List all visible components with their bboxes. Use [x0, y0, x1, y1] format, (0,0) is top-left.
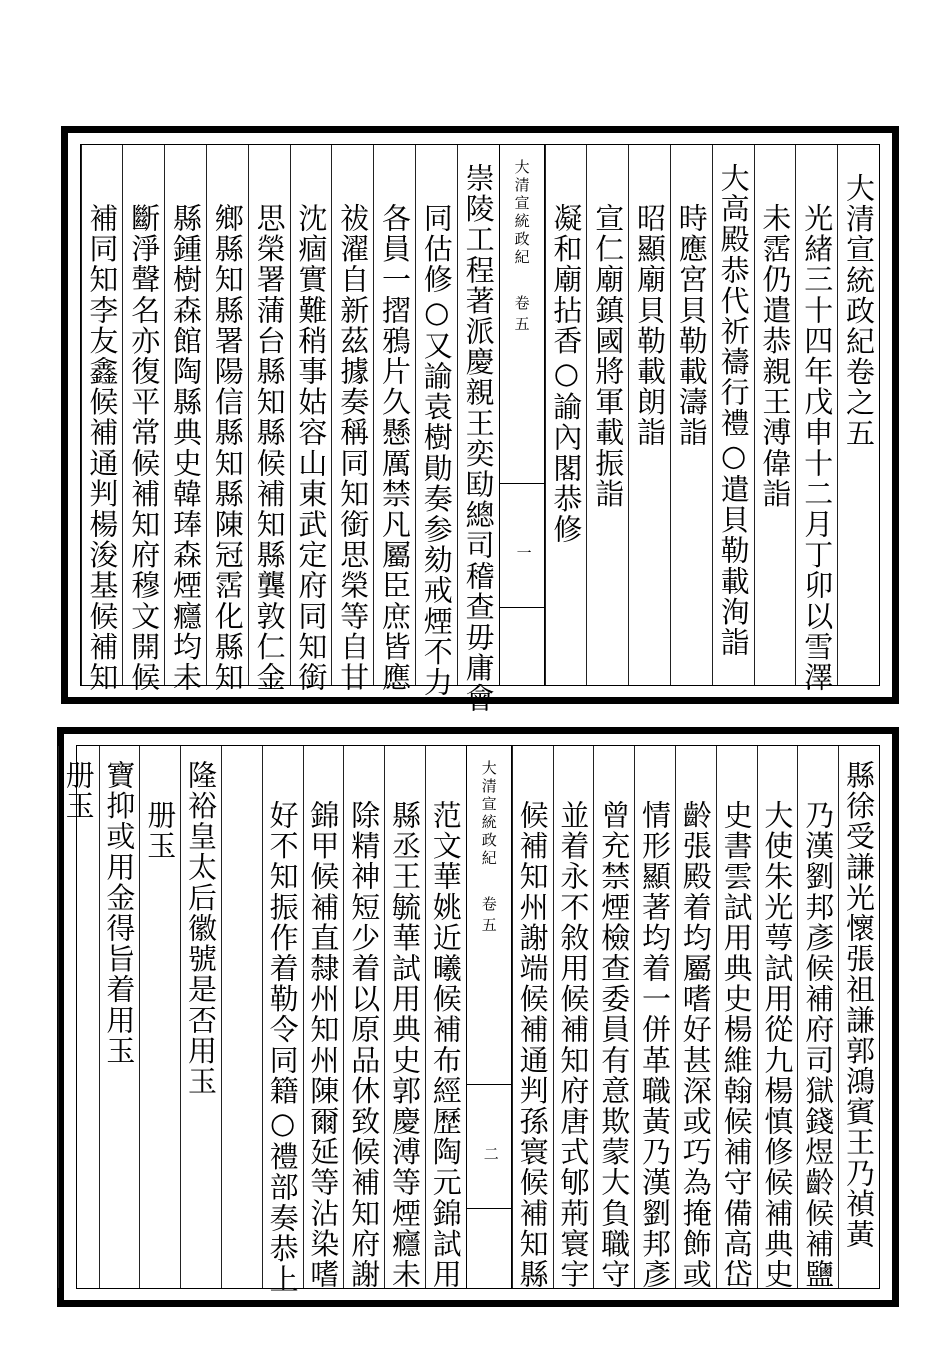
column-text: 凝和廟拈香○諭內閣恭修 [549, 203, 584, 545]
text-column [838, 746, 879, 1288]
text-column [99, 746, 140, 1288]
fish-tail-line [500, 607, 544, 608]
text-column [757, 746, 798, 1288]
text-column [81, 145, 123, 693]
text-column [716, 746, 757, 1288]
text-column [262, 746, 303, 1295]
column-text: 除精神短少着以原品休致候補知府謝 [347, 800, 382, 1290]
column-text: 鄉縣知縣署陽信縣知縣陳冠霑化縣知 [210, 203, 245, 693]
column-text: 各員一摺鴉片久懸厲禁凡屬臣庶皆應 [377, 203, 412, 693]
page-frame-upper [61, 126, 899, 714]
text-column [795, 145, 837, 693]
column-text: 沈痼實難稍事姑容山東武定府同知銜 [294, 203, 329, 693]
center-book-title: 大清宣統政紀 [479, 760, 498, 868]
text-column [712, 145, 754, 685]
text-column [457, 145, 499, 714]
column-text: 斷淨聲名亦復平常候補知府穆文開候 [127, 203, 162, 693]
column-text: 祓濯自新茲據奏稱同知銜思榮等自甘 [336, 203, 371, 693]
text-column [373, 145, 415, 693]
center-page-number: 一 [514, 545, 533, 560]
column-text: 縣徐受謙光懷張祖謙郭鴻賓王乃禎黃 [841, 760, 876, 1250]
text-column [180, 746, 221, 1288]
column-text: 齡張殿着均屬嗜好甚深或巧為掩飾或 [678, 800, 713, 1290]
column-text: 思榮署蒲台縣知縣候補知縣龔敦仁金 [252, 203, 287, 693]
text-column [303, 746, 344, 1288]
column-text: 范文華姚近曦候補布經歷陶元錦試用 [428, 800, 463, 1290]
fish-tail-line [500, 483, 544, 484]
column-text: 好不知振作着勒令同籍○禮部奏恭上 [265, 800, 300, 1295]
column-text: 册玉 [61, 760, 96, 822]
text-column [586, 145, 628, 685]
column-text: 情形顯著均着一併革職黃乃漢劉邦彥 [637, 800, 672, 1290]
column-text: 候補知州謝端候補通判孫寰候補知縣 [515, 800, 550, 1290]
text-column [670, 145, 712, 685]
text-column [593, 746, 634, 1288]
center-book-title: 大清宣統政紀 [512, 159, 531, 267]
center-page-number: 二 [481, 1146, 500, 1161]
text-column [206, 145, 248, 693]
column-text: 大使朱光萼試用從九楊慎修候補典史 [760, 800, 795, 1290]
text-column [331, 145, 373, 693]
text-column [553, 746, 594, 1288]
text-column [628, 145, 670, 685]
text-column [384, 746, 425, 1288]
text-column [122, 145, 164, 693]
text-column [58, 746, 99, 1288]
column-text: 大清宣統政紀卷之五 [841, 173, 876, 449]
text-column [221, 746, 262, 1288]
column-text: 隆裕皇太后徽號是否用玉 [183, 760, 218, 1097]
text-column [545, 145, 587, 685]
column-text: 大高殿恭代祈禱行禮○遣貝勒載洵詣 [716, 163, 751, 658]
text-column [343, 746, 384, 1288]
text-block-upper [80, 144, 880, 714]
fish-tail-line [467, 1208, 511, 1209]
column-text: 寶抑或用金得旨着用玉 [102, 760, 137, 1066]
column-text: 時應宮貝勒載濤詣 [674, 203, 709, 448]
column-text: 錦甲候補直隸州知州陳爾延等沾染嗜 [306, 800, 341, 1290]
column-text: 光緒三十四年戊申十二月丁卯以雪澤 [800, 203, 835, 693]
column-text: 册玉 [143, 800, 178, 862]
text-column [634, 746, 675, 1288]
page-frame-lower [57, 727, 899, 1307]
text-column [139, 746, 180, 1288]
text-column [754, 145, 796, 685]
column-text: 補同知李友鑫候補通判楊浚基候補知 [85, 203, 120, 693]
column-text: 宣仁廟鎮國將軍載振詣 [591, 203, 626, 509]
column-text: 史書雲試用典史楊維翰候補守備高岱 [719, 800, 754, 1290]
text-column [797, 746, 838, 1288]
column-text: 並着永不敘用候補知府唐式郇荊寰宇 [556, 800, 591, 1290]
text-column [675, 746, 716, 1288]
text-column [164, 145, 206, 693]
fish-tail-line [467, 1084, 511, 1085]
text-block-lower [61, 745, 880, 1295]
center-margin [466, 746, 512, 1288]
text-column [248, 145, 290, 693]
column-text: 曾充禁煙檢查委員有意欺蒙大負職守 [597, 800, 632, 1290]
center-margin [499, 145, 545, 685]
text-column [512, 746, 553, 1288]
column-text: 昭顯廟貝勒載朗詣 [632, 203, 667, 448]
column-text: 縣鍾樹森館陶縣典史韓琫森煙癮均未 [168, 203, 203, 693]
column-text: 未霑仍遣恭親王溥偉詣 [758, 203, 793, 509]
column-text: 同估修○又諭袁樹勛奏参劾戒煙不力 [419, 203, 454, 698]
text-column [425, 746, 466, 1288]
column-text: 乃漢劉邦彥候補府司獄錢煜齡候補鹽 [801, 800, 836, 1290]
column-text: 崇陵工程著派慶親王奕劻總司稽查毋庸會 [461, 163, 496, 714]
text-column [290, 145, 332, 693]
text-column [837, 145, 879, 685]
center-volume-label: 卷五 [479, 896, 498, 938]
text-column [415, 145, 457, 698]
center-volume-label: 卷五 [512, 295, 531, 337]
column-text: 縣丞王毓華試用典史郭慶溥等煙癮未 [387, 800, 422, 1290]
